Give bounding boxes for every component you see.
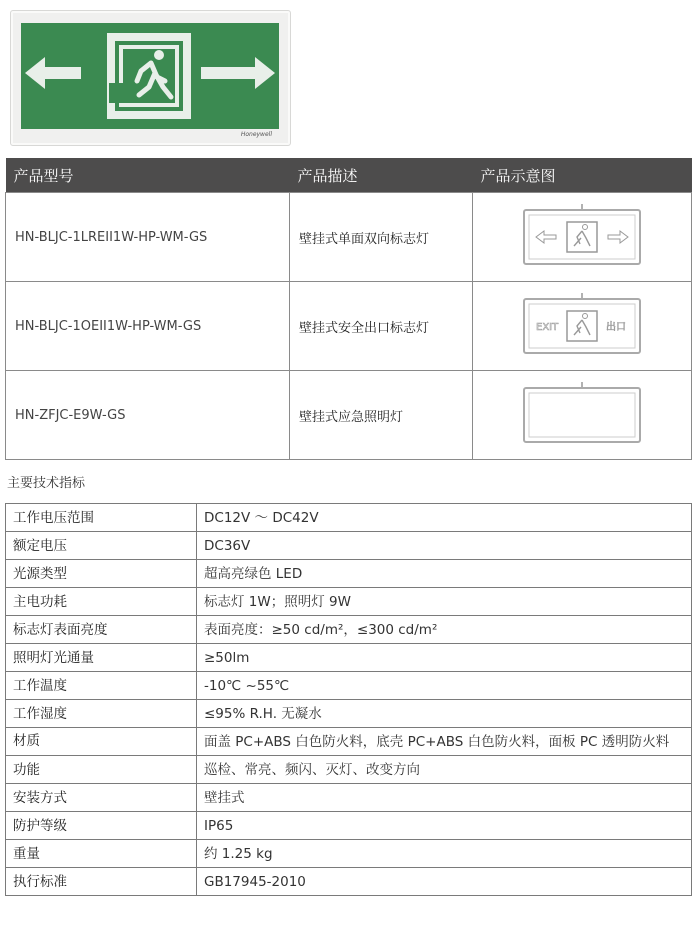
spec-key: 材质 (6, 728, 197, 756)
header-description: 产品描述 (290, 158, 473, 193)
product-table (5, 158, 692, 460)
spec-value: DC12V 〜 DC42V (197, 504, 692, 532)
running-man-exit-icon (107, 33, 191, 119)
exit-sign-graphic (11, 11, 290, 145)
spec-row (6, 784, 692, 812)
spec-value: 壁挂式 (197, 784, 692, 812)
spec-key: 安装方式 (6, 784, 197, 812)
section-title: 主要技术指标 (7, 476, 86, 491)
spec-row (6, 672, 692, 700)
spec-key: 功能 (6, 756, 197, 784)
spec-value: DC36V (197, 532, 692, 560)
spec-key: 工作电压范围 (6, 504, 197, 532)
emergency-light-icon (522, 380, 642, 446)
spec-value: 巡检、常亮、频闪、灭灯、改变方向 (197, 756, 692, 784)
spec-row (6, 700, 692, 728)
spec-key: 主电功耗 (6, 588, 197, 616)
spec-row (6, 504, 692, 532)
exit-sign-photo (10, 10, 291, 146)
spec-row (6, 644, 692, 672)
product-description: 壁挂式安全出口标志灯 (290, 282, 473, 371)
spec-key: 工作温度 (6, 672, 197, 700)
spec-value: IP65 (197, 812, 692, 840)
bidirectional-exit-sign-icon (522, 202, 642, 268)
spec-key: 重量 (6, 840, 197, 868)
spec-value: 表面亮度：≥50 cd/m²，≤300 cd/m² (197, 616, 692, 644)
safety-exit-sign-icon (522, 291, 642, 357)
spec-value: 超高亮绿色 LED (197, 560, 692, 588)
spec-row (6, 868, 692, 896)
spec-key: 照明灯光通量 (6, 644, 197, 672)
product-description: 壁挂式应急照明灯 (290, 371, 473, 460)
spec-value: -10℃ ~55℃ (197, 672, 692, 700)
spec-value: 面盖 PC+ABS 白色防火料，底壳 PC+ABS 白色防火料，面板 PC 透明防火料 (197, 728, 692, 756)
sign-text-exit: EXIT (536, 322, 559, 333)
spec-value: GB17945-2010 (197, 868, 692, 896)
spec-row (6, 840, 692, 868)
spec-value: ≤95% R.H. 无凝水 (197, 700, 692, 728)
table-row (6, 193, 692, 282)
table-row (6, 282, 692, 371)
spec-key: 执行标准 (6, 868, 197, 896)
spec-value: 标志灯 1W；照明灯 9W (197, 588, 692, 616)
spec-row (6, 756, 692, 784)
product-model: HN-BLJC-1LREII1W-HP-WM-GS (6, 193, 290, 282)
table-row (6, 371, 692, 460)
spec-key: 光源类型 (6, 560, 197, 588)
product-description: 壁挂式单面双向标志灯 (290, 193, 473, 282)
spec-row (6, 588, 692, 616)
header-diagram: 产品示意图 (473, 158, 692, 193)
spec-row (6, 812, 692, 840)
spec-key: 工作湿度 (6, 700, 197, 728)
spec-row (6, 560, 692, 588)
header-model: 产品型号 (6, 158, 290, 193)
spec-key: 标志灯表面亮度 (6, 616, 197, 644)
brand-logo: Honeywell (240, 131, 272, 138)
spec-key: 防护等级 (6, 812, 197, 840)
spec-key: 额定电压 (6, 532, 197, 560)
spec-row (6, 532, 692, 560)
spec-value: ≥50lm (197, 644, 692, 672)
product-model: HN-BLJC-1OEII1W-HP-WM-GS (6, 282, 290, 371)
spec-table (5, 503, 692, 896)
product-model: HN-ZFJC-E9W-GS (6, 371, 290, 460)
spec-value: 约 1.25 kg (197, 840, 692, 868)
sign-text-chukou: 出口 (606, 322, 626, 333)
spec-row (6, 616, 692, 644)
spec-row (6, 728, 692, 756)
